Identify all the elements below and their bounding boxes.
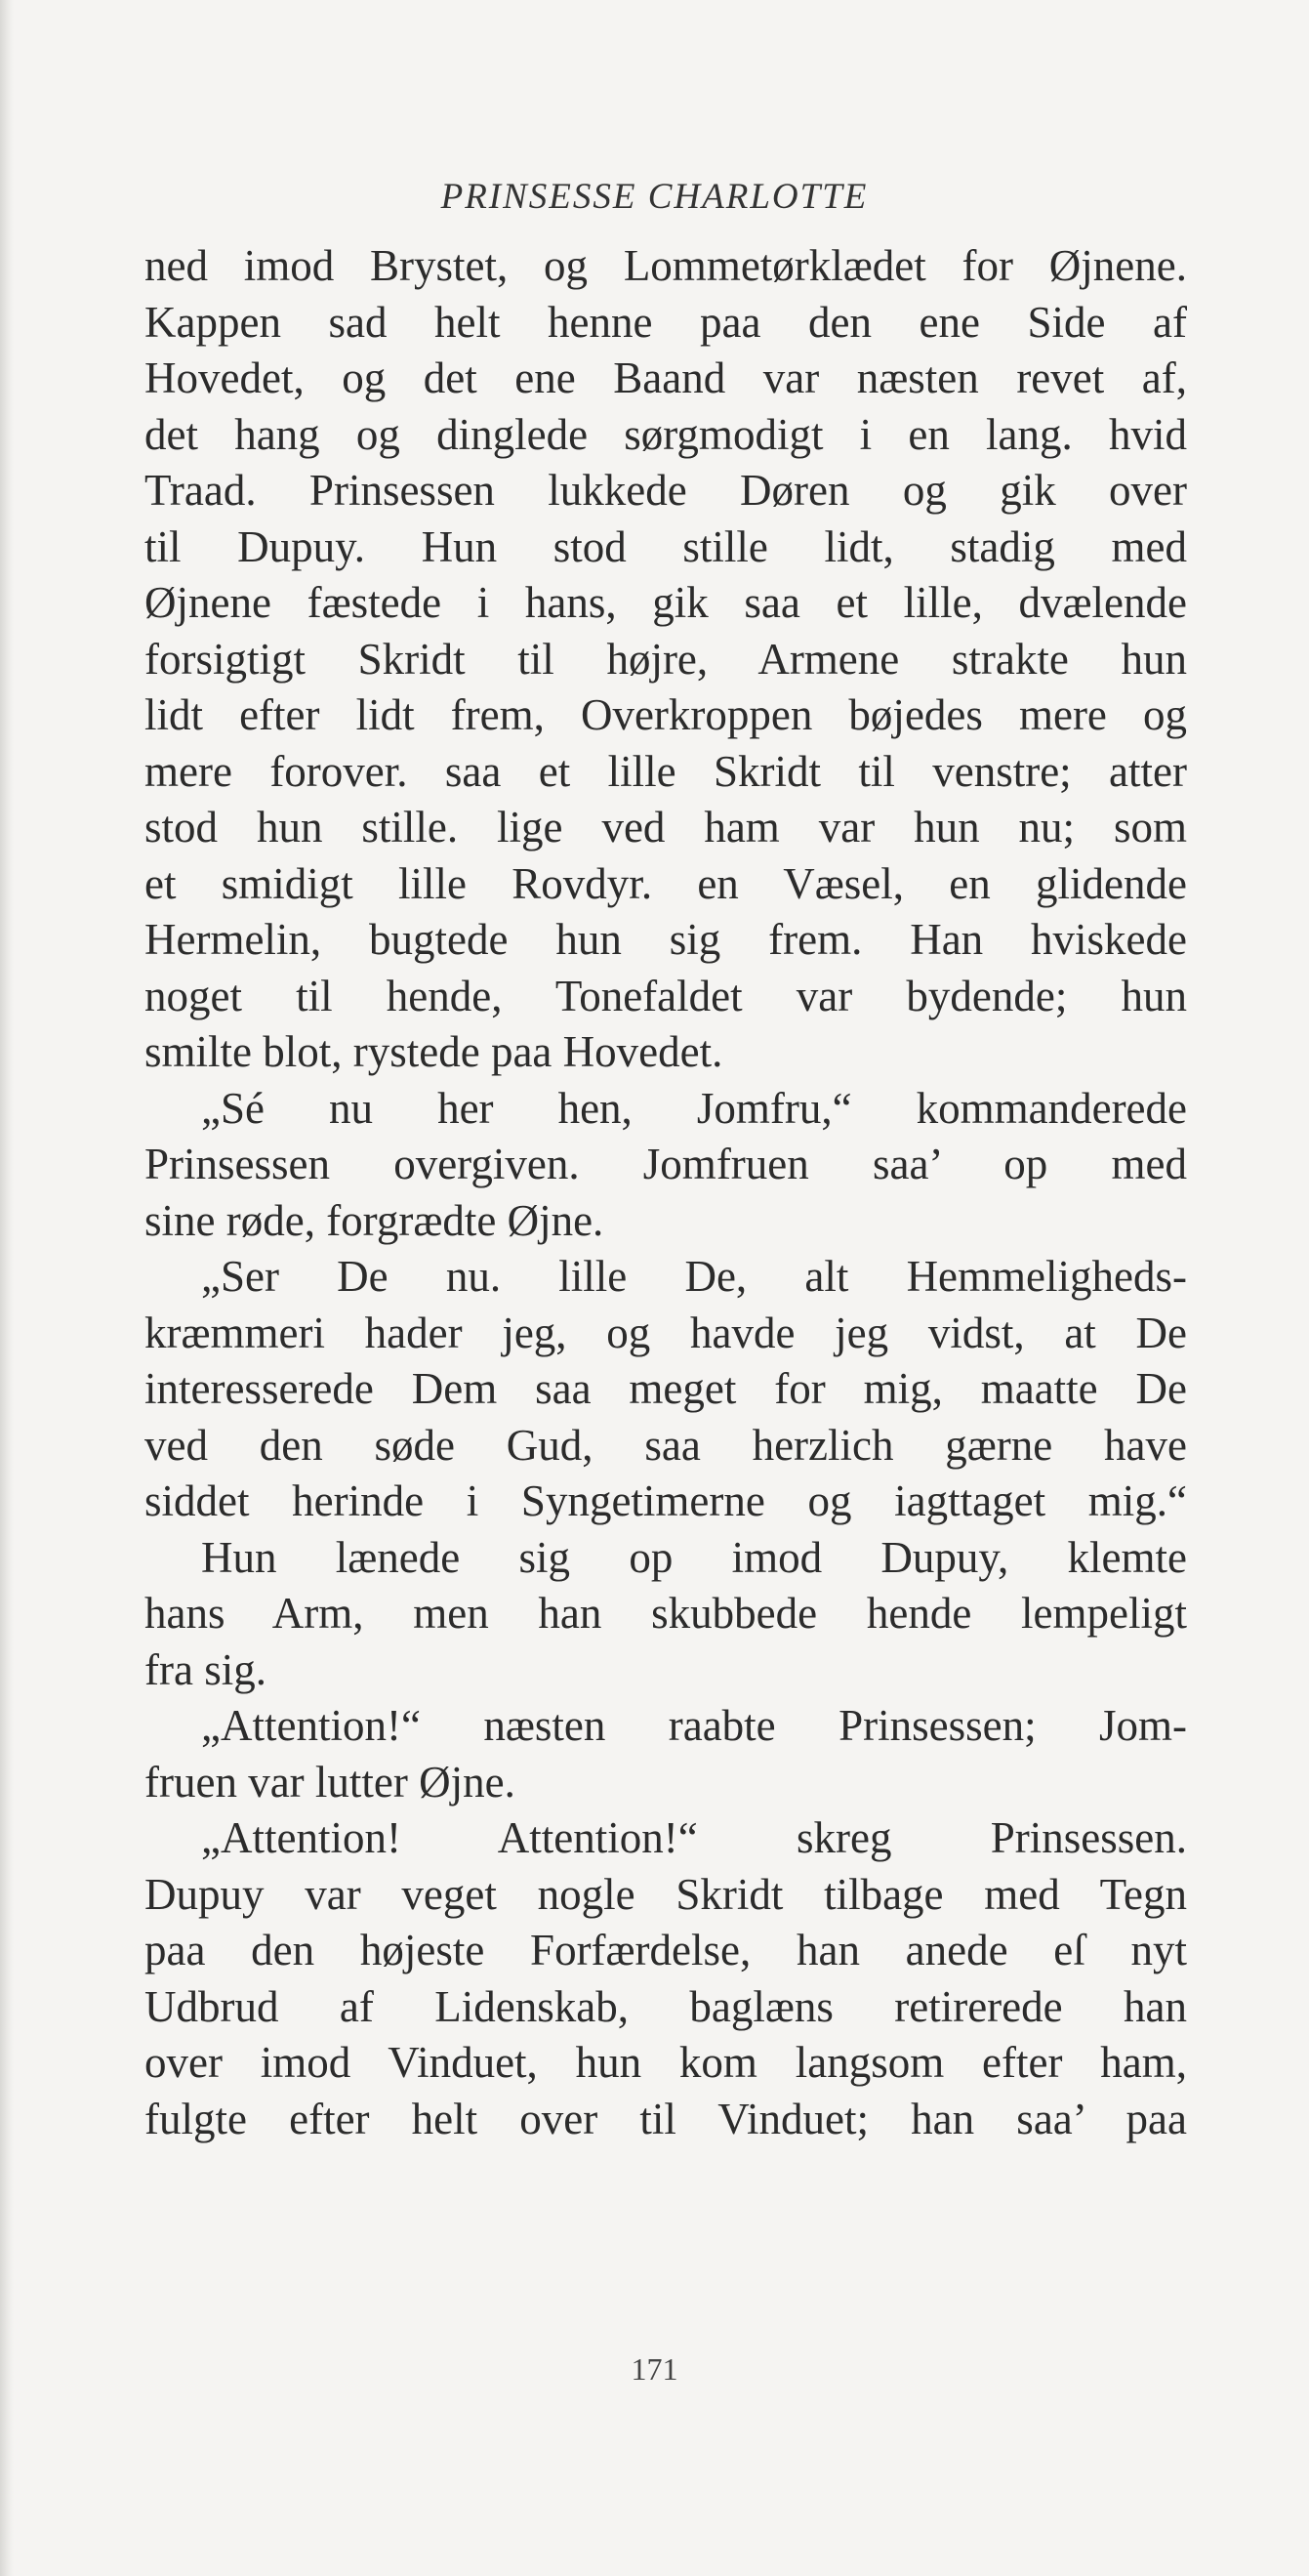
text-line: smilte blot, rystede paa Hovedet.: [144, 1027, 723, 1076]
text-line: „Attention!“ næsten raabte Prinsessen; Jom-: [201, 1701, 1187, 1750]
text-line: Kappen sad helt henne paa den ene Side af: [144, 297, 1187, 347]
text-line: Traad. Prinsessen lukkede Døren og gik over: [144, 466, 1187, 515]
text-line: det hang og dinglede sørgmodigt i en lang. hvid: [144, 409, 1187, 459]
text-line: Øjnene fæstede i hans, gik saa et lille, dvælende: [144, 578, 1187, 627]
text-line: „Sé nu her hen, Jomfru,“ kommanderede: [201, 1083, 1187, 1133]
text-line: Hun lænede sig op imod Dupuy, klemte: [201, 1532, 1187, 1582]
text-line: noget til hende, Tonefaldet var bydende; hun: [144, 971, 1187, 1020]
text-line: paa den højeste Forfærdelse, han anede eſ nyt: [144, 1926, 1187, 1974]
text-line: fulgte efter helt over til Vinduet; han saa’ paa: [144, 2094, 1187, 2143]
text-line: kræmmeri hader jeg, og havde jeg vidst, at De: [144, 1308, 1187, 1357]
page-number: 171: [631, 2351, 678, 2387]
running-head: PRINSESSE CHARLOTTE: [440, 177, 869, 217]
text-line: „Ser De nu. lille De, alt Hemmeligheds-: [201, 1252, 1187, 1301]
text-line: ved den søde Gud, saa herzlich gærne have: [144, 1420, 1187, 1470]
text-line: lidt efter lidt frem, Overkroppen bøjedes mere og: [144, 690, 1187, 739]
page-gutter-shadow: [0, 0, 14, 2576]
text-line: stod hun stille. lige ved ham var hun nu; som: [144, 803, 1187, 852]
text-line: Udbrud af Lidenskab, baglæns retirerede han: [144, 1981, 1187, 2031]
text-line: et smidigt lille Rovdyr. en Væsel, en glidende: [144, 858, 1187, 908]
text-line: Hermelin, bugtede hun sig frem. Han hviskede: [144, 915, 1187, 964]
text-line: interesserede Dem saa meget for mig, maatte De: [144, 1364, 1187, 1413]
text-line: Hovedet, og det ene Baand var næsten revet af,: [144, 353, 1187, 402]
text-line: fra sig.: [144, 1644, 266, 1694]
text-line: over imod Vinduet, hun kom langsom efter ham,: [144, 2038, 1187, 2087]
text-line: forsigtigt Skridt til højre, Armene strakte hun: [144, 634, 1187, 684]
body-text: [144, 238, 1187, 2147]
text-line: Prinsessen overgiven. Jomfruen saa’ op med: [144, 1140, 1187, 1188]
text-line: hans Arm, men han skubbede hende lempeligt: [144, 1589, 1187, 1638]
text-line: sine røde, forgrædte Øjne.: [144, 1195, 604, 1245]
text-line: fruen var lutter Øjne.: [144, 1757, 515, 1807]
text-line: Dupuy var veget nogle Skridt tilbage med Tegn: [144, 1869, 1187, 1919]
text-line: „Attention! Attention!“ skreg Prinsessen.: [201, 1813, 1187, 1862]
text-line: siddet herinde i Syngetimerne og iagttaget mig.“: [144, 1476, 1187, 1525]
text-line: mere forover. saa et lille Skridt til venstre; atter: [144, 746, 1187, 796]
text-line: ned imod Brystet, og Lommetørklædet for Øjnene.: [144, 241, 1187, 290]
text-line: til Dupuy. Hun stod stille lidt, stadig med: [144, 521, 1187, 571]
